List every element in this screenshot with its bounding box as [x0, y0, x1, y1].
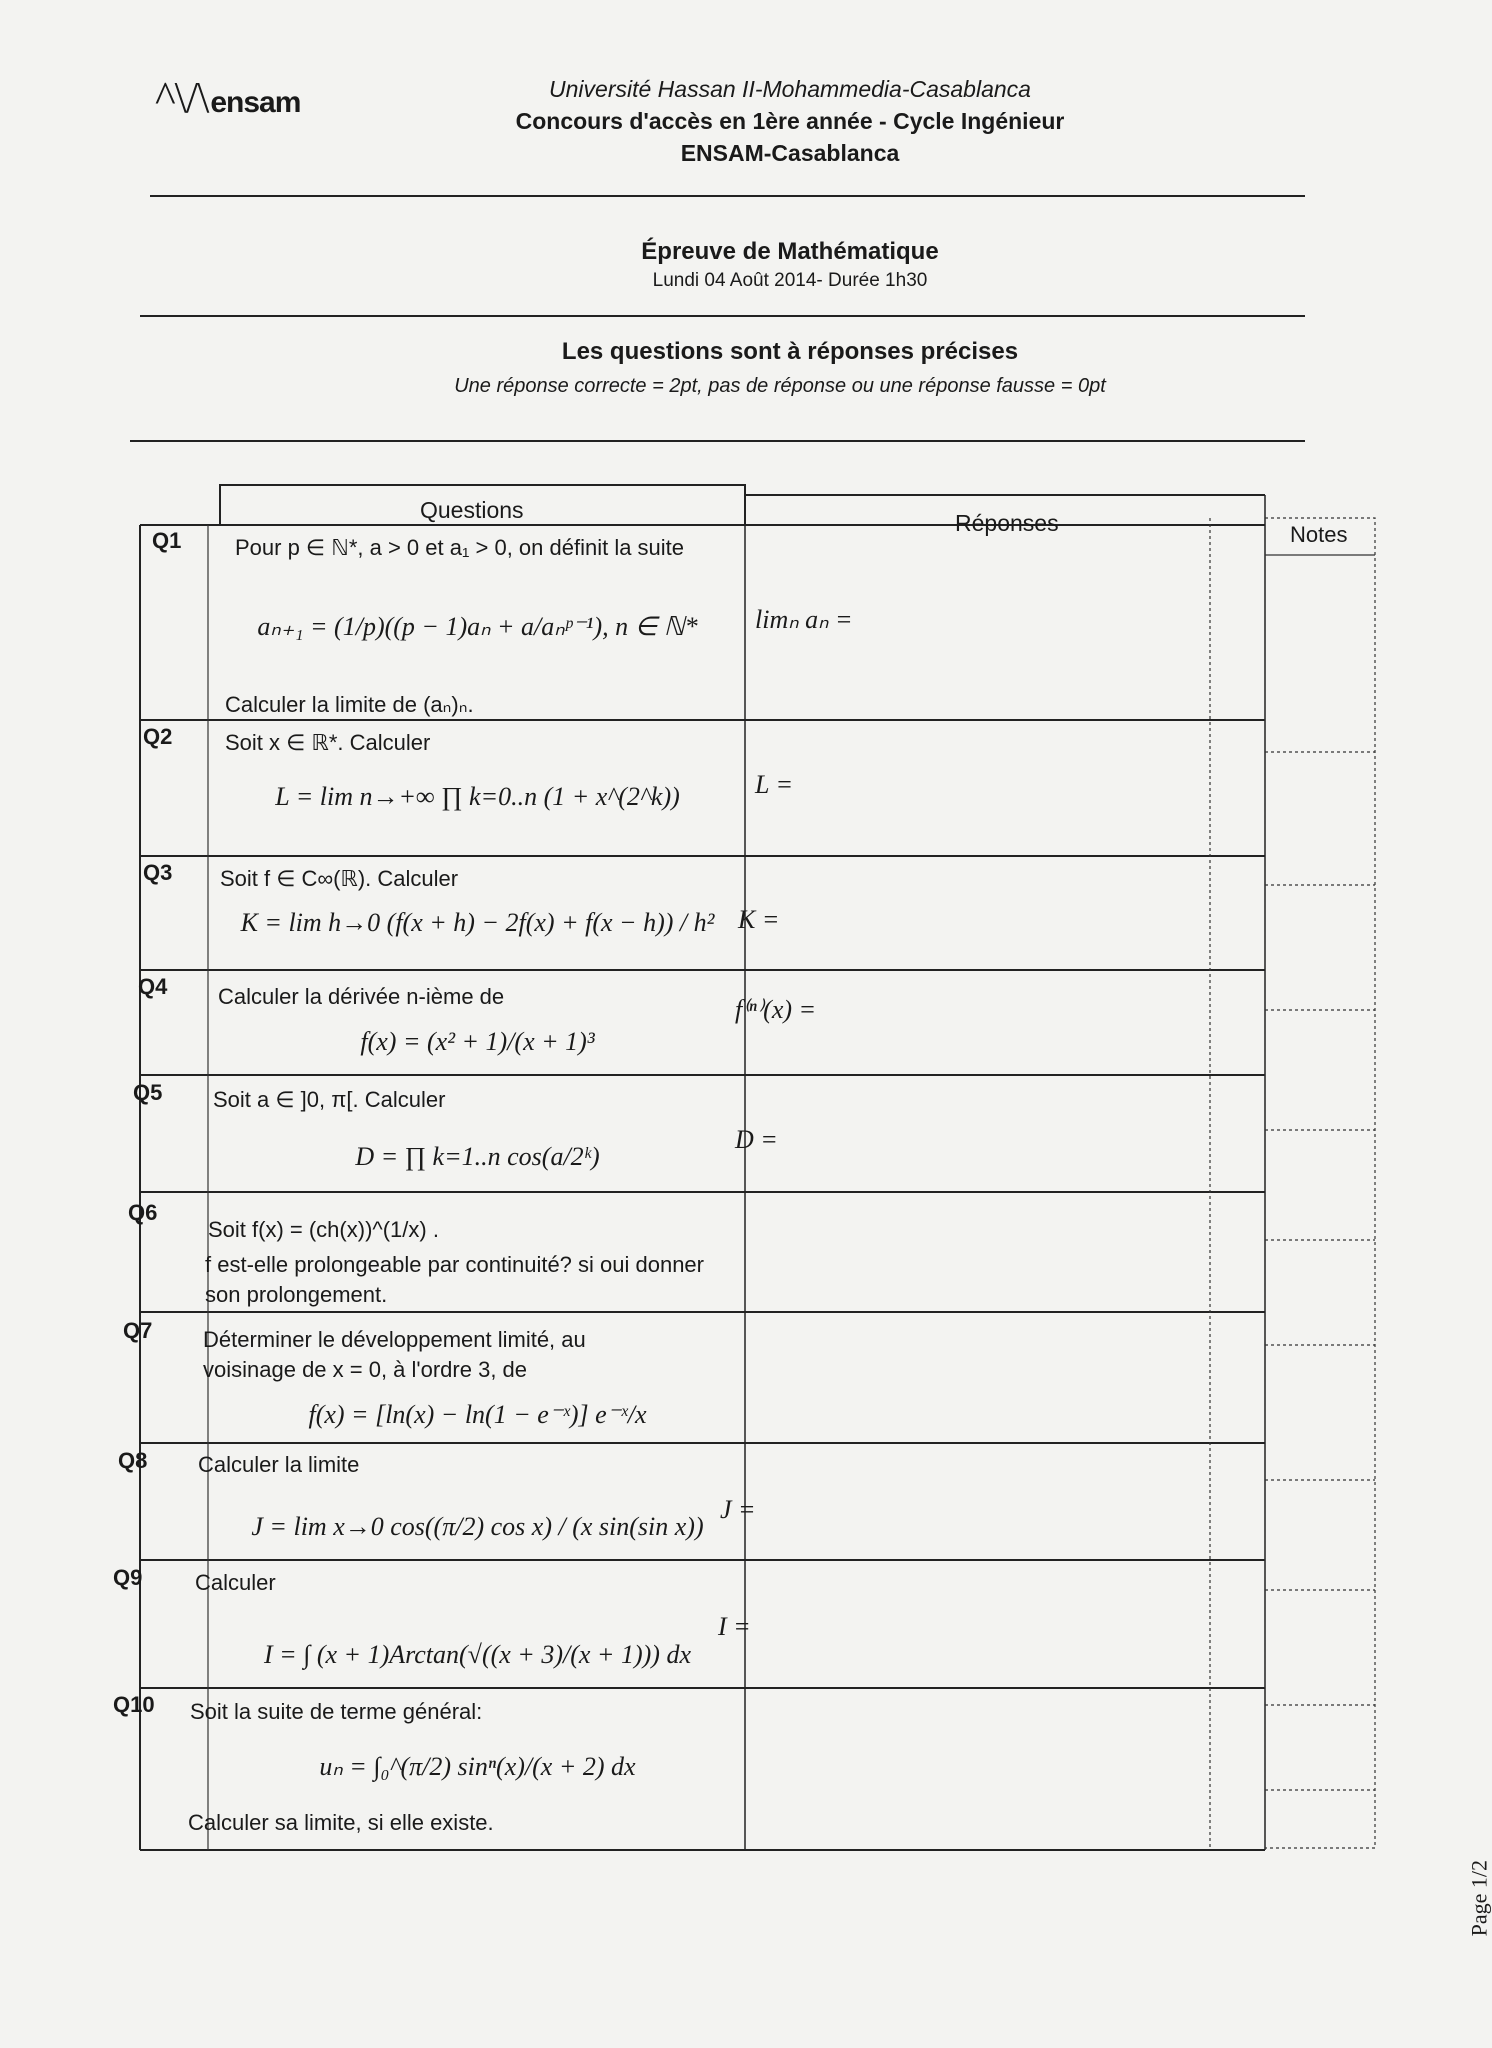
question-formula: K = lim h→0 (f(x + h) − 2f(x) + f(x − h)) / h²: [240, 908, 715, 937]
question-id: Q3: [143, 860, 173, 885]
question-text: Calculer la limite de (aₙ)ₙ.: [225, 692, 474, 717]
question-formula: uₙ = ∫₀^(π/2) sinⁿ(x)/(x + 2) dx: [319, 1752, 636, 1781]
question-id: Q1: [152, 528, 182, 553]
ensam-logo: ^\/\ensam: [155, 73, 301, 122]
question-formula: I = ∫ (x + 1)Arctan(√((x + 3)/(x + 1))) dx: [264, 1640, 691, 1669]
question-text: Calculer la dérivée n-ième de: [218, 984, 505, 1009]
answer-label: limₙ aₙ =: [755, 605, 853, 634]
question-formula: J = lim x→0 cos((π/2) cos x) / (x sin(sin x)): [251, 1512, 704, 1541]
answer-label: L =: [755, 770, 794, 799]
question-id: Q10: [113, 1692, 155, 1717]
question-text: Pour p ∈ ℕ*, a > 0 et a₁ > 0, on définit la suite: [235, 535, 685, 560]
answer-label: I =: [718, 1612, 751, 1641]
question-formula: aₙ₊₁ = (1/p)((p − 1)aₙ + a/aₙᵖ⁻¹), n ∈ ℕ*: [257, 612, 698, 641]
question-id: Q8: [118, 1448, 148, 1473]
question-text: Soit f(x) = (ch(x))^(1/x) .: [208, 1217, 439, 1242]
question-formula: f(x) = (x² + 1)/(x + 1)³: [360, 1027, 595, 1056]
question-id: Q2: [143, 724, 173, 749]
question-text: Soit f ∈ C∞(ℝ). Calculer: [220, 866, 459, 891]
question-formula: L = lim n→+∞ ∏ k=0..n (1 + x^(2^k)): [275, 782, 680, 811]
question-text: Soit x ∈ ℝ*. Calculer: [225, 730, 431, 755]
scoring-rule: Une réponse correcte = 2pt, pas de réponse ou une réponse fausse = 0pt: [454, 375, 1106, 397]
question-id: Q4: [138, 974, 168, 999]
school-name: ENSAM-Casablanca: [680, 140, 900, 166]
question-text: Calculer: [195, 1570, 276, 1595]
question-text: f est-elle prolongeable par continuité? si oui donner son prolongement.: [205, 1252, 704, 1307]
concours-title: Concours d'accès en 1ère année - Cycle Ingénieur: [515, 108, 1065, 134]
answer-label: K =: [738, 905, 780, 934]
question-text: Calculer sa limite, si elle existe.: [188, 1810, 494, 1835]
column-header-notes: Notes: [1290, 522, 1348, 547]
answer-label: J =: [720, 1495, 756, 1524]
university-name: Université Hassan II-Mohammedia-Casablanca: [549, 76, 1031, 102]
instructions-title: Les questions sont à réponses précises: [561, 338, 1019, 365]
exam-title: Épreuve de Mathématique: [641, 238, 939, 265]
question-formula: f(x) = [ln(x) − ln(1 − e⁻ˣ)] e⁻ˣ/x: [308, 1400, 647, 1429]
question-text: Soit a ∈ ]0, π[. Calculer: [213, 1087, 446, 1112]
question-formula: D = ∏ k=1..n cos(a/2ᵏ): [355, 1142, 600, 1171]
question-id: Q5: [133, 1080, 163, 1105]
question-id: Q7: [123, 1318, 153, 1343]
question-id: Q9: [113, 1565, 143, 1590]
exam-date: Lundi 04 Août 2014- Durée 1h30: [652, 270, 928, 291]
question-text: Calculer la limite: [198, 1452, 360, 1477]
answer-label: f⁽ⁿ⁾(x) =: [735, 995, 817, 1024]
page-number: Page 1/2: [1466, 1860, 1491, 1937]
column-header-questions: Questions: [420, 497, 524, 523]
answer-label: D =: [735, 1125, 778, 1154]
question-text: Déterminer le développement limité, au voisinage de x = 0, à l'ordre 3, de: [203, 1327, 586, 1382]
question-id: Q6: [128, 1200, 158, 1225]
question-text: Soit la suite de terme général:: [190, 1699, 483, 1724]
column-header-answers: Réponses: [955, 510, 1059, 536]
